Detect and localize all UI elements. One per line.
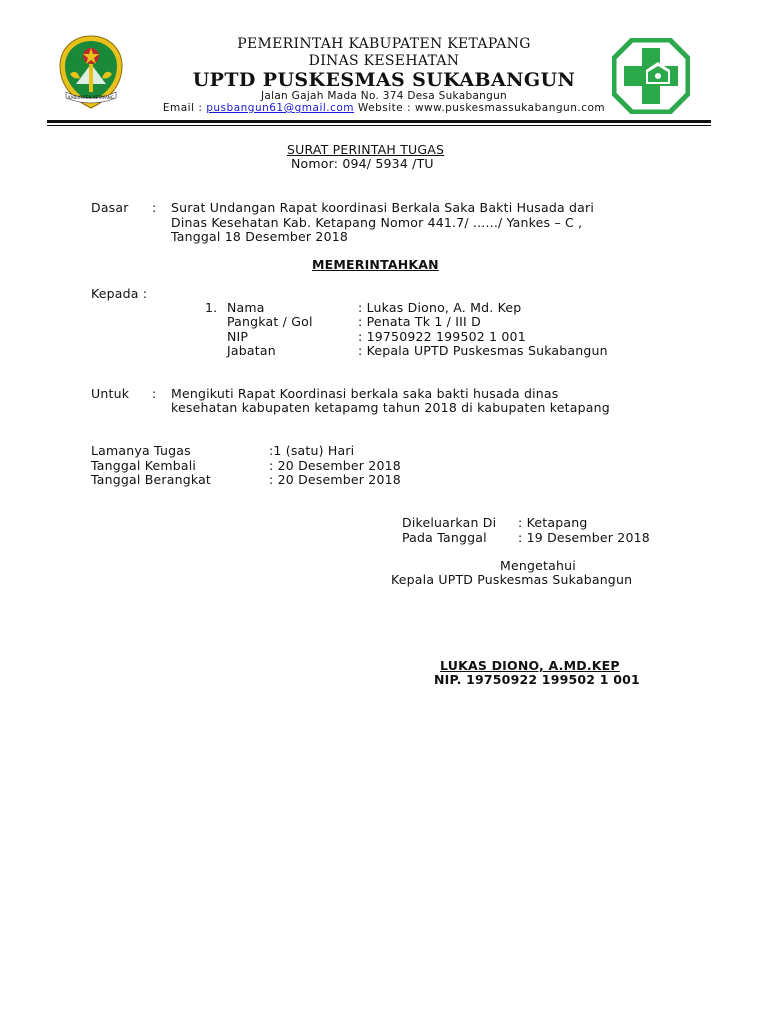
dasar-colon: : bbox=[152, 200, 157, 215]
letterhead-institution: UPTD PUSKESMAS SUKABANGUN bbox=[192, 69, 576, 91]
pada-tanggal-label: Pada Tanggal bbox=[402, 530, 487, 545]
svg-text:KABUPATEN KETAPANG: KABUPATEN KETAPANG bbox=[68, 95, 114, 100]
kepada-jabatan-label: Jabatan bbox=[227, 343, 276, 358]
kepada-pangkat-label: Pangkat / Gol bbox=[227, 314, 313, 329]
untuk-colon: : bbox=[152, 386, 157, 401]
dasar-line-1: Surat Undangan Rapat koordinasi Berkala Saka Bakti Husada dari bbox=[171, 200, 595, 215]
email-label: Email : bbox=[162, 102, 207, 114]
kepada-pangkat-value: : Penata Tk 1 / III D bbox=[358, 314, 481, 329]
letterhead-divider-thick bbox=[47, 120, 711, 123]
lamanya-tugas-value: :1 (satu) Hari bbox=[269, 443, 355, 458]
kepada-nama-label: Nama bbox=[227, 300, 265, 315]
tanggal-kembali-value: : 20 Desember 2018 bbox=[269, 458, 401, 473]
letterhead-government: PEMERINTAH KABUPATEN KETAPANG bbox=[237, 36, 531, 52]
dasar-line-2: Dinas Kesehatan Kab. Ketapang Nomor 441.7/ ....../ Yankes – C , bbox=[171, 215, 583, 230]
untuk-label: Untuk bbox=[91, 386, 130, 401]
kepada-jabatan-value: : Kepala UPTD Puskesmas Sukabangun bbox=[358, 343, 608, 358]
dasar-line-3: Tanggal 18 Desember 2018 bbox=[171, 229, 349, 244]
email-link[interactable]: pusbangun61@gmail.com bbox=[206, 102, 355, 114]
website-label: Website : bbox=[354, 102, 415, 114]
signatory-nip: NIP. 19750922 199502 1 001 bbox=[434, 672, 640, 687]
pada-tanggal-value: : 19 Desember 2018 bbox=[518, 530, 650, 545]
letterhead-department: DINAS KESEHATAN bbox=[308, 53, 460, 69]
letterhead-contact bbox=[0, 102, 768, 114]
dikeluarkan-value: : Ketapang bbox=[518, 515, 588, 530]
dikeluarkan-label: Dikeluarkan Di bbox=[402, 515, 497, 530]
tanggal-kembali-label: Tanggal Kembali bbox=[91, 458, 197, 473]
kepada-nama-value: : Lukas Diono, A. Md. Kep bbox=[358, 300, 522, 315]
kepada-nip-value: : 19750922 199502 1 001 bbox=[358, 329, 526, 344]
website-link[interactable]: www.puskesmassukabangun.com bbox=[414, 102, 606, 114]
document-title: SURAT PERINTAH TUGAS bbox=[287, 142, 445, 157]
tanggal-berangkat-value: : 20 Desember 2018 bbox=[269, 472, 401, 487]
untuk-line-1: Mengikuti Rapat Koordinasi berkala saka bakti husada dinas bbox=[171, 386, 559, 401]
mengetahui-label: Mengetahui bbox=[500, 558, 576, 573]
kepada-label: Kepada : bbox=[91, 286, 148, 301]
dasar-label: Dasar bbox=[91, 200, 129, 215]
untuk-line-2: kesehatan kabupaten ketapamg tahun 2018 di kabupaten ketapang bbox=[171, 400, 610, 415]
letterhead-address: Jalan Gajah Mada No. 374 Desa Sukabangun bbox=[260, 90, 508, 102]
document-number: Nomor: 094/ 5934 /TU bbox=[291, 156, 434, 171]
signatory-name: LUKAS DIONO, A.MD.KEP bbox=[440, 658, 620, 673]
memerintahkan-heading: MEMERINTAHKAN bbox=[312, 257, 439, 272]
kepada-number: 1. bbox=[205, 300, 218, 315]
tanggal-berangkat-label: Tanggal Berangkat bbox=[91, 472, 212, 487]
letterhead-divider-thin bbox=[47, 125, 711, 126]
signatory-position: Kepala UPTD Puskesmas Sukabangun bbox=[391, 572, 633, 587]
kepada-nip-label: NIP bbox=[227, 329, 249, 344]
lamanya-tugas-label: Lamanya Tugas bbox=[91, 443, 191, 458]
